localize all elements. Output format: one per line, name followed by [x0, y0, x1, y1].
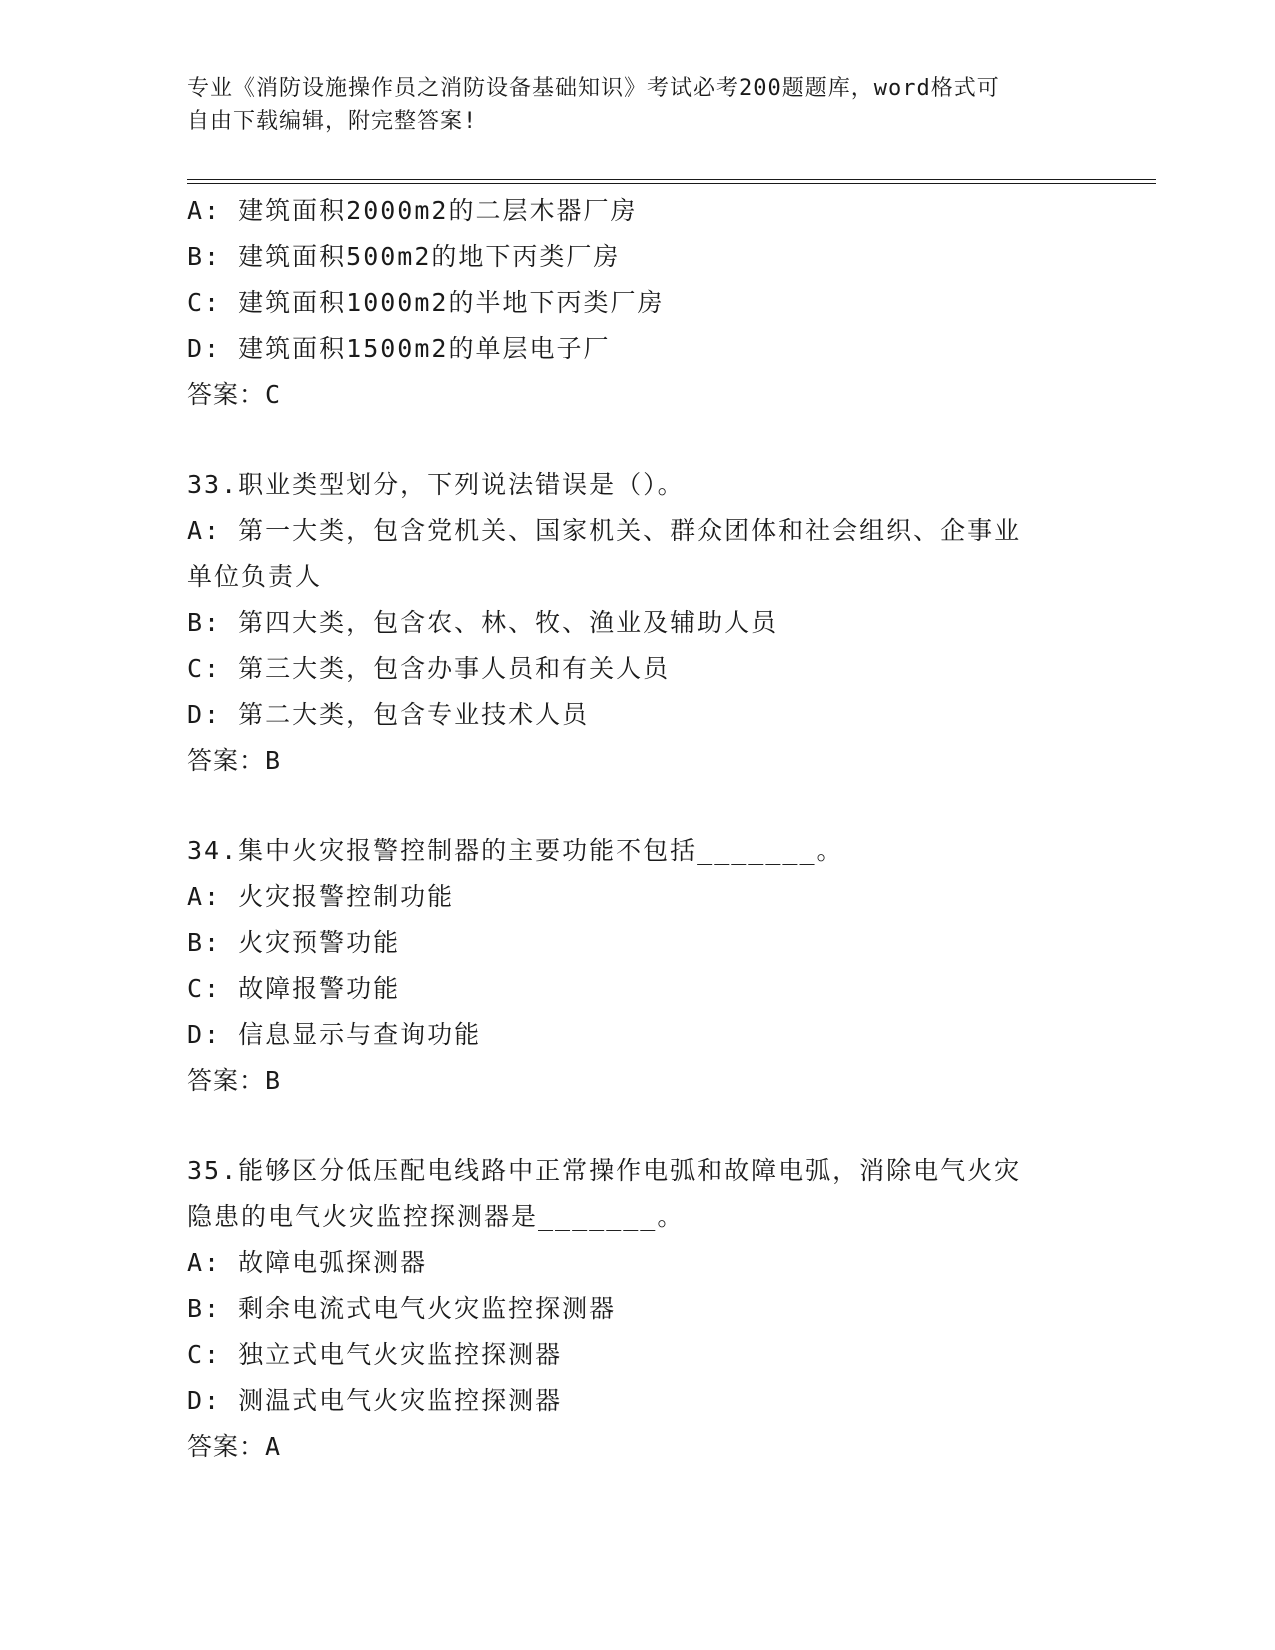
option-c: C: 故障报警功能 — [187, 974, 401, 1003]
document-body — [187, 188, 1087, 1470]
question-34 — [187, 828, 1087, 1104]
spacer — [187, 784, 1087, 828]
header-divider-top — [187, 179, 1156, 180]
question-text: 33.职业类型划分，下列说法错误是（）。 — [187, 470, 685, 499]
option-d: D: 信息显示与查询功能 — [187, 1020, 482, 1049]
spacer — [187, 1104, 1087, 1148]
option-c: C: 第三大类，包含办事人员和有关人员 — [187, 654, 671, 683]
answer: 答案：B — [187, 746, 282, 775]
option-a: A: 故障电弧探测器 — [187, 1248, 428, 1277]
header-line-2: 自由下载编辑，附完整答案! — [187, 109, 478, 134]
option-d: D: 测温式电气火灾监控探测器 — [187, 1386, 563, 1415]
option-b: B: 建筑面积500m2的地下丙类厂房 — [187, 242, 621, 271]
answer: 答案：C — [187, 380, 282, 409]
option-a: A: 第一大类，包含党机关、国家机关、群众团体和社会组织、企事业 — [187, 516, 1022, 545]
header-line-1: 专业《消防设施操作员之消防设备基础知识》考试必考200题题库，word格式可 — [187, 76, 1000, 101]
question-text: 34.集中火灾报警控制器的主要功能不包括_______。 — [187, 836, 844, 865]
option-b: B: 第四大类，包含农、林、牧、渔业及辅助人员 — [187, 608, 779, 637]
document-header — [187, 72, 1087, 138]
question-35 — [187, 1148, 1087, 1470]
question-text-line-1: 35.能够区分低压配电线路中正常操作电弧和故障电弧，消除电气火灾 — [187, 1156, 1022, 1185]
question-32 — [187, 188, 1087, 418]
option-d: D: 建筑面积1500m2的单层电子厂 — [187, 334, 611, 363]
option-a: A: 火灾报警控制功能 — [187, 882, 455, 911]
header-divider-bottom — [187, 183, 1156, 184]
option-c: C: 独立式电气火灾监控探测器 — [187, 1340, 563, 1369]
question-text-line-2: 隐患的电气火灾监控探测器是_______。 — [187, 1202, 685, 1231]
option-a-continued: 单位负责人 — [187, 562, 323, 591]
answer: 答案：B — [187, 1066, 282, 1095]
answer: 答案：A — [187, 1432, 282, 1461]
option-d: D: 第二大类，包含专业技术人员 — [187, 700, 590, 729]
option-b: B: 火灾预警功能 — [187, 928, 401, 957]
option-c: C: 建筑面积1000m2的半地下丙类厂房 — [187, 288, 665, 317]
option-a: A: 建筑面积2000m2的二层木器厂房 — [187, 196, 638, 225]
spacer — [187, 418, 1087, 462]
option-b: B: 剩余电流式电气火灾监控探测器 — [187, 1294, 617, 1323]
question-33 — [187, 462, 1087, 784]
